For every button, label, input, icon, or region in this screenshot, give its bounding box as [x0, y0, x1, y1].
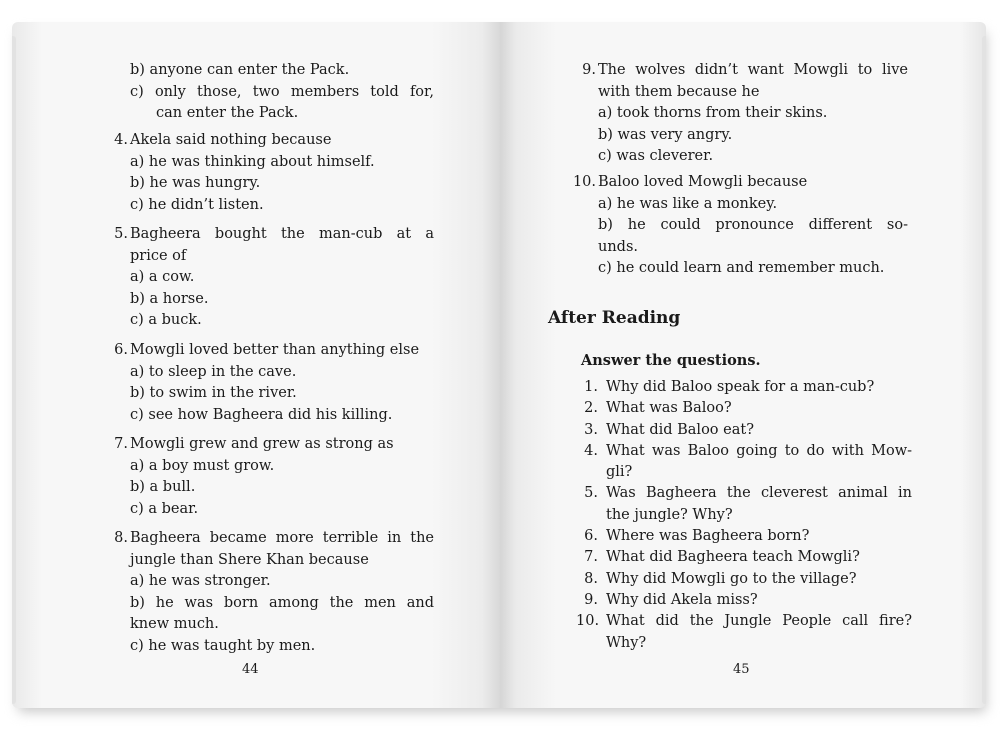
item-number: 8. [584, 570, 598, 587]
option-c: c) he was taught by men. [130, 637, 316, 654]
question-number: 4. [114, 132, 128, 148]
page-number: 44 [242, 662, 259, 677]
option-c: c) he didn’t listen. [130, 196, 264, 213]
option-a: a) a cow. [130, 269, 195, 285]
question-stem: Akela said nothing because [130, 132, 332, 148]
option-c-line2: can enter the Pack. [156, 105, 299, 121]
item-number: 9. [584, 591, 598, 608]
option-a: a) to sleep in the cave. [130, 363, 297, 380]
option-a: a) he was stronger. [130, 573, 271, 589]
item-text-line1: What was Baloo going to do with Mow- [606, 442, 912, 459]
item-text: Why did Baloo speak for a man-cub? [606, 379, 875, 395]
list-item [576, 590, 912, 611]
option-b: b) was very angry. [598, 126, 733, 143]
option-b-line1: b) he was born among the men and [130, 594, 434, 611]
option-b: b) a horse. [130, 290, 209, 307]
list-item [576, 526, 912, 547]
item-text-line1: What did the Jungle People call fire? [606, 613, 912, 630]
item-text: What did Bagheera teach Mowgli? [606, 549, 860, 566]
question-4 [104, 130, 434, 216]
item-text: Where was Bagheera born? [606, 528, 810, 545]
option-a: a) a boy must grow. [130, 457, 275, 474]
option-c: c) he could learn and remember much. [598, 260, 885, 276]
question-9 [572, 60, 908, 168]
page-number: 45 [733, 662, 750, 677]
answer-questions-subheading: Answer the questions. [581, 352, 761, 369]
open-book [12, 22, 988, 712]
list-item [576, 441, 912, 484]
question-number: 7. [114, 436, 128, 452]
question-10 [572, 172, 908, 280]
question-stem-line1: The wolves didn’t want Mowgli to live [598, 62, 908, 78]
question-3-continued [104, 60, 434, 125]
question-stem: Mowgli grew and grew as strong as [130, 436, 394, 452]
item-text: Why did Akela miss? [606, 591, 758, 608]
question-stem-line2: price of [130, 247, 187, 264]
right-page-edge [982, 36, 986, 704]
item-number: 6. [584, 528, 598, 545]
item-text: What did Baloo eat? [606, 421, 754, 438]
item-number: 10. [576, 613, 600, 630]
option-b: b) anyone can enter the Pack. [130, 62, 350, 78]
list-item [576, 398, 912, 419]
item-number: 1. [584, 379, 598, 395]
question-6 [104, 340, 434, 426]
item-text-line1: Was Bagheera the cleverest animal in [606, 485, 912, 502]
item-number: 2. [584, 400, 598, 417]
option-b: b) a bull. [130, 479, 196, 495]
question-8 [104, 528, 434, 657]
after-reading-heading: After Reading [548, 308, 681, 328]
option-b: b) he was hungry. [130, 175, 261, 191]
option-a: a) he was thinking about himself. [130, 153, 375, 170]
question-7 [104, 434, 434, 520]
item-text: What was Baloo? [606, 400, 732, 417]
option-b-line2: unds. [598, 238, 639, 255]
question-stem-line1: Bagheera bought the man-cub at a [130, 226, 434, 242]
option-c-line1: c) only those, two members told for, [130, 83, 434, 100]
option-a: a) took thorns from their skins. [598, 105, 828, 121]
list-item [576, 547, 912, 568]
question-number: 6. [114, 342, 128, 358]
question-number: 8. [114, 530, 128, 546]
option-c: c) a bear. [130, 500, 199, 517]
item-text-line2: the jungle? Why? [606, 506, 733, 523]
question-stem-line2: with them because he [598, 83, 760, 100]
option-c: c) was cleverer. [598, 148, 714, 164]
list-item [576, 569, 912, 590]
question-stem-line2: jungle than Shere Khan because [130, 551, 369, 568]
after-reading-questions [576, 377, 912, 654]
item-number: 3. [584, 421, 598, 438]
list-item [576, 483, 912, 526]
question-stem-line1: Bagheera became more terrible in the [130, 530, 434, 546]
right-page [500, 22, 986, 708]
option-b: b) to swim in the river. [130, 385, 297, 401]
item-number: 4. [584, 442, 598, 459]
question-number: 5. [114, 226, 128, 242]
list-item [576, 420, 912, 441]
option-b-line2: knew much. [130, 616, 219, 632]
item-text-line2: Why? [606, 634, 647, 651]
option-c: c) see how Bagheera did his killing. [130, 406, 393, 423]
question-stem: Mowgli loved better than anything else [130, 342, 420, 358]
left-page-edge [12, 36, 16, 704]
option-a: a) he was like a monkey. [598, 195, 778, 212]
item-text: Why did Mowgli go to the village? [606, 570, 857, 587]
list-item [576, 611, 912, 654]
question-5 [104, 224, 434, 332]
question-stem: Baloo loved Mowgli because [598, 174, 808, 190]
question-number: 10. [572, 174, 596, 190]
item-text-line2: gli? [606, 464, 633, 481]
item-number: 7. [584, 549, 598, 566]
item-number: 5. [584, 485, 598, 502]
left-page [12, 22, 500, 708]
question-number: 9. [582, 62, 596, 78]
option-b-line1: b) he could pronounce different so- [598, 217, 908, 233]
list-item [576, 377, 912, 398]
option-c: c) a buck. [130, 312, 202, 328]
